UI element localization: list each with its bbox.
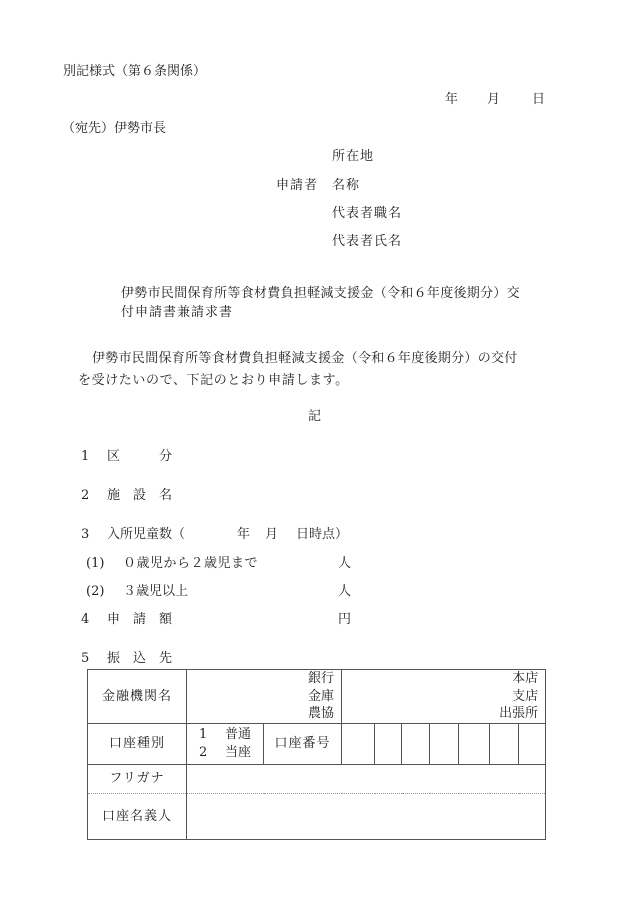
addressee: （宛先）伊勢市長 xyxy=(62,121,167,136)
date-year: 年 xyxy=(445,92,459,107)
item3-date-suffix: 日時点） xyxy=(296,527,349,542)
account-holder-row xyxy=(88,793,546,839)
institution-row xyxy=(88,670,546,724)
item5-number: 5 xyxy=(81,651,90,666)
branch-type-office: 出張所 xyxy=(499,706,539,721)
item3-sub1-label: ０歳児から２歳児まで xyxy=(123,556,259,571)
account-type-ordinary[interactable]: 1 普通 xyxy=(199,727,252,742)
item1-label: 区 分 xyxy=(107,449,173,464)
date-day: 日 xyxy=(532,92,546,107)
representative-name: 代表者氏名 xyxy=(332,234,403,249)
item3-label: 入所児童数（ xyxy=(107,527,186,542)
applicant-label: 申請者 xyxy=(276,178,319,193)
account-number-digit-3[interactable] xyxy=(402,723,430,764)
account-type-options[interactable] xyxy=(187,723,264,764)
item4-number: 4 xyxy=(81,612,90,627)
account-number-digit-1[interactable] xyxy=(342,723,375,764)
account-number-digit-6[interactable] xyxy=(490,723,519,764)
institution-type-shinkin: 金庫 xyxy=(308,688,335,704)
branch-type-head: 本店 xyxy=(512,671,539,686)
item3-sub2-unit: 人 xyxy=(338,584,352,599)
item3-sub1-number: (1) xyxy=(86,556,105,571)
form-label: 別記様式（第６条関係） xyxy=(63,64,207,79)
account-number-digit-2[interactable] xyxy=(375,723,402,764)
item3-year: 年 xyxy=(237,527,251,542)
document-title-line1: 伊勢市民間保育所等食材費負担軽減支援金（令和６年度後期分）交 xyxy=(121,286,521,301)
body-line1: 伊勢市民間保育所等食材費負担軽減支援金（令和６年度後期分）の交付 xyxy=(92,351,518,366)
item3-sub2-label: ３歳児以上 xyxy=(123,584,189,599)
item5-label: 振 込 先 xyxy=(107,651,173,666)
item2-label: 施 設 名 xyxy=(107,488,173,503)
furigana-label: フリガナ xyxy=(88,764,187,793)
branch-type-branch: 支店 xyxy=(512,688,539,704)
account-number-digit-7[interactable] xyxy=(519,723,546,764)
furigana-field[interactable] xyxy=(187,764,546,793)
date-month: 月 xyxy=(487,92,501,107)
item3-number: 3 xyxy=(81,527,90,542)
item3-month: 月 xyxy=(265,527,279,542)
representative-title: 代表者職名 xyxy=(332,206,403,221)
bank-account-table xyxy=(87,669,546,840)
account-holder-label: 口座名義人 xyxy=(88,793,187,839)
item4-label: 申 請 額 xyxy=(107,612,173,627)
item1-number: 1 xyxy=(81,449,90,464)
ki-heading: 記 xyxy=(308,409,322,424)
document-title-line2: 付申請書兼請求書 xyxy=(121,305,234,320)
account-holder-field[interactable] xyxy=(187,793,546,839)
institution-name-cell[interactable] xyxy=(187,670,342,724)
account-number-label: 口座番号 xyxy=(264,723,342,764)
item4-unit: 円 xyxy=(338,612,352,627)
item2-number: 2 xyxy=(81,488,90,503)
applicant-name: 名称 xyxy=(332,178,361,193)
item3-sub2-number: (2) xyxy=(86,584,105,599)
institution-type-bank: 銀行 xyxy=(308,671,335,686)
account-type-row xyxy=(88,723,546,764)
account-number-digit-5[interactable] xyxy=(459,723,490,764)
item3-sub1-unit: 人 xyxy=(338,556,352,571)
institution-label: 金融機関名 xyxy=(88,670,187,724)
account-number-digit-4[interactable] xyxy=(430,723,459,764)
institution-type-nokyo: 農協 xyxy=(308,706,335,721)
account-type-current[interactable]: 2 当座 xyxy=(199,744,252,760)
applicant-address: 所在地 xyxy=(332,149,375,164)
furigana-row xyxy=(88,764,546,793)
branch-name-cell[interactable] xyxy=(342,670,546,724)
body-line2: を受けたいので、下記のとおり申請します。 xyxy=(78,373,349,388)
account-type-label: 口座種別 xyxy=(88,723,187,764)
